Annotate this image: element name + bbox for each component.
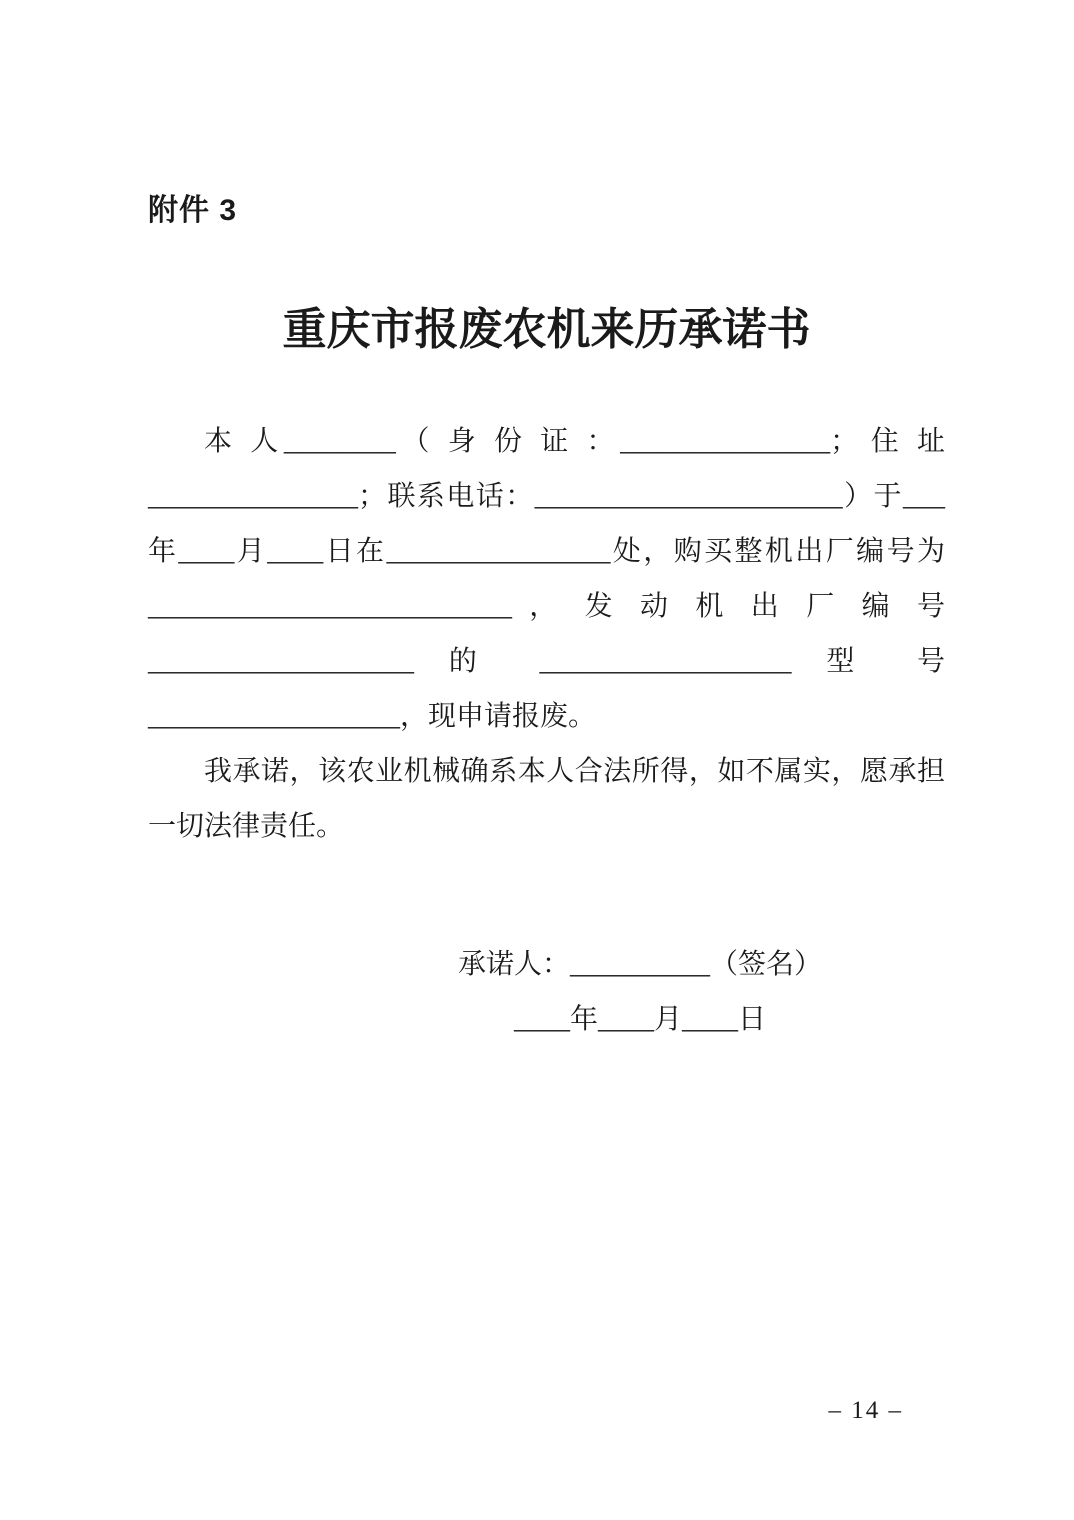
page-title: 重庆市报废农机来历承诺书: [282, 305, 811, 354]
form-line-commitment: 我承诺，该农业机械确系本人合法所得，如不属实，愿承担: [204, 756, 945, 787]
form-line-commitment-continued: 一切法律责任。: [148, 811, 345, 842]
form-line-contact: _______________；联系电话：______________________）于___: [148, 481, 945, 512]
form-line-engine-number: __________________________ ， 发 动 机 出 厂 编 号: [148, 591, 945, 622]
signature-date-line: ____年____月____日: [513, 1004, 766, 1035]
form-line-purchase-place: 年____月____日在________________处，购买整机出厂编号为: [148, 536, 945, 567]
form-line-identity: 本 人________（ 身 份 证 ：_______________； 住 址: [204, 426, 945, 457]
signer-line: 承诺人：__________（签名）: [457, 949, 822, 980]
attachment-label: 附件 3: [148, 194, 238, 227]
form-line-scrap-request: __________________，现申请报废。: [148, 701, 597, 732]
form-body: [148, 414, 945, 854]
form-line-model: ___________________ 的 __________________ 型 号: [148, 646, 945, 677]
signature-block: [148, 937, 945, 1047]
page-number: – 14 –: [828, 1397, 903, 1424]
